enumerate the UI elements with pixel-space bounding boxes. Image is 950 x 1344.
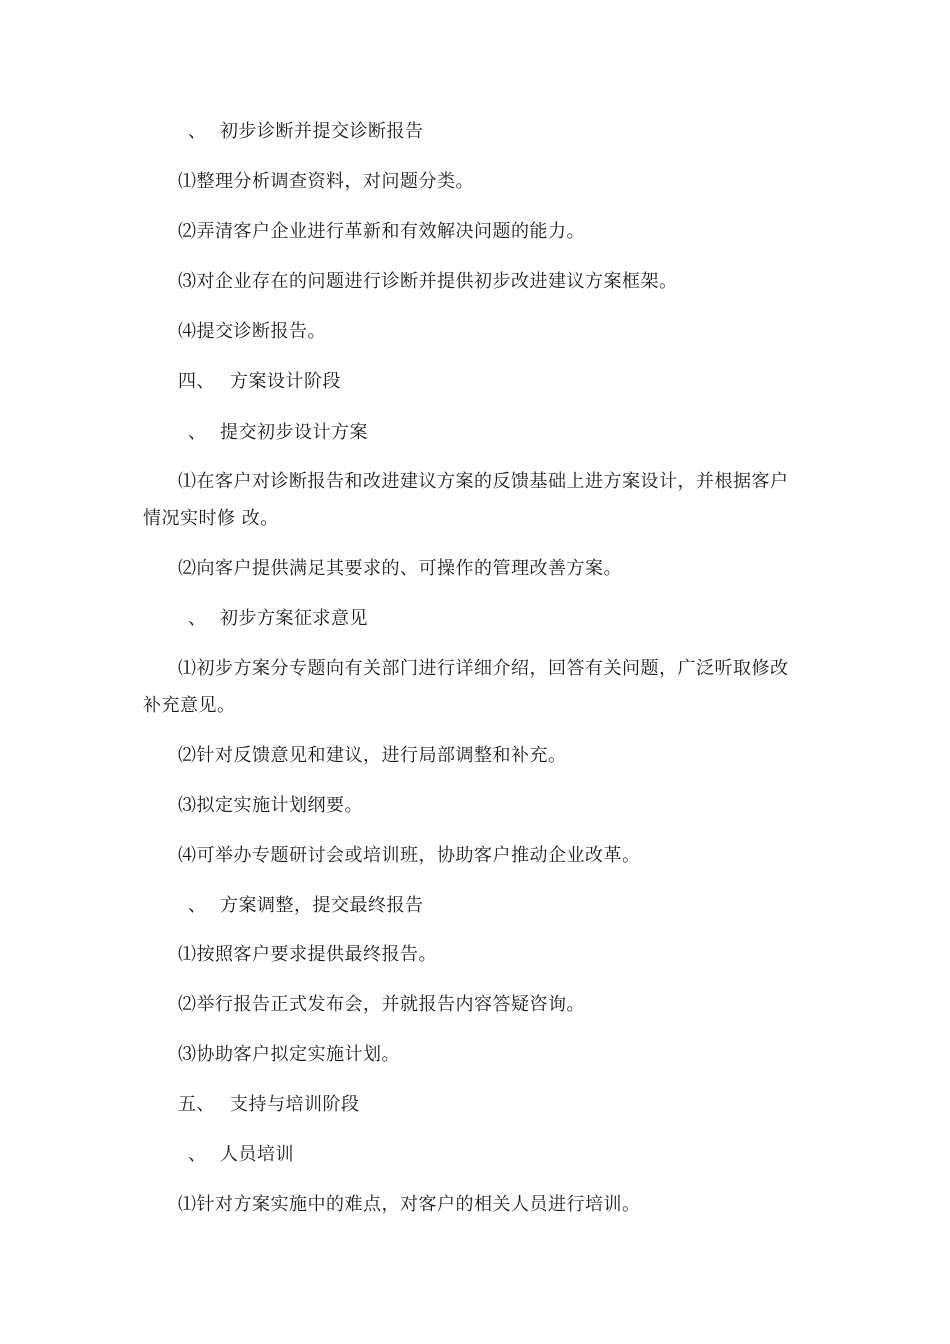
subheading-text: 方案调整，提交最终报告 xyxy=(220,895,424,916)
paragraph: ⑴针对方案实施中的难点，对客户的相关人员进行培训。 xyxy=(178,1194,641,1215)
subheading-text: 初步诊断并提交诊断报告 xyxy=(220,121,424,142)
subheading-text: 人员培训 xyxy=(220,1144,294,1165)
list-marker: 、 xyxy=(188,422,207,443)
subheading-final-report xyxy=(188,894,424,918)
paragraph: ⑵举行报告正式发布会，并就报告内容答疑咨询。 xyxy=(178,994,585,1015)
paragraph: ⑶拟定实施计划纲要。 xyxy=(178,795,363,816)
list-marker: 、 xyxy=(188,121,207,142)
paragraph: ⑴初步方案分专题向有关部门进行详细介绍，回答有关问题，广泛听取修改 xyxy=(178,658,789,679)
section-heading-text: 支持与培训阶段 xyxy=(230,1094,360,1115)
list-marker: 、 xyxy=(188,608,207,629)
paragraph: ⑵针对反馈意见和建议，进行局部调整和补充。 xyxy=(178,745,567,766)
subheading-preliminary-diagnosis xyxy=(188,120,424,144)
paragraph: ⑴按照客户要求提供最终报告。 xyxy=(178,944,437,965)
subheading-text: 提交初步设计方案 xyxy=(220,422,368,443)
section-heading-support-training xyxy=(178,1093,360,1117)
paragraph: ⑵弄清客户企业进行革新和有效解决问题的能力。 xyxy=(178,221,585,242)
paragraph: ⑶对企业存在的问题进行诊断并提供初步改进建议方案框架。 xyxy=(178,271,678,292)
section-heading-plan-design xyxy=(178,370,341,394)
paragraph: ⑷可举办专题研讨会或培训班，协助客户推动企业改革。 xyxy=(178,845,641,866)
paragraph: ⑴整理分析调查资料，对问题分类。 xyxy=(178,171,474,192)
paragraph: ⑶协助客户拟定实施计划。 xyxy=(178,1044,400,1065)
subheading-solicit-opinions xyxy=(188,607,368,631)
section-heading-text: 方案设计阶段 xyxy=(230,371,341,392)
subheading-personnel-training xyxy=(188,1143,294,1167)
list-marker: 、 xyxy=(188,895,207,916)
paragraph-continuation: 补充意见。 xyxy=(143,695,236,716)
section-number: 五、 xyxy=(178,1094,215,1115)
subheading-text: 初步方案征求意见 xyxy=(220,608,368,629)
paragraph: ⑵向客户提供满足其要求的、可操作的管理改善方案。 xyxy=(178,558,622,579)
section-number: 四、 xyxy=(178,371,215,392)
paragraph: ⑴在客户对诊断报告和改进建议方案的反馈基础上进方案设计，并根据客户 xyxy=(178,471,789,492)
subheading-initial-design xyxy=(188,421,368,445)
paragraph: ⑷提交诊断报告。 xyxy=(178,321,326,342)
paragraph-continuation: 情况实时修 改。 xyxy=(143,508,279,529)
list-marker: 、 xyxy=(188,1144,207,1165)
